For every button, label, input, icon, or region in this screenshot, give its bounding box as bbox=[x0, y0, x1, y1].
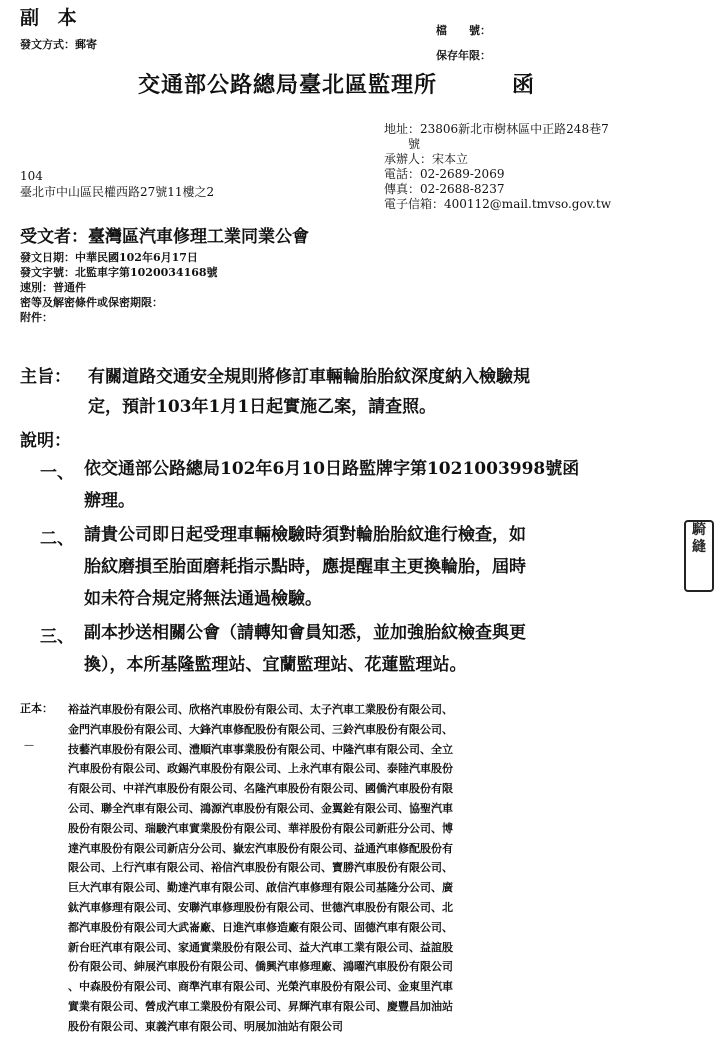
address-line-continued: 號 bbox=[384, 137, 421, 151]
item-line: 副本抄送相關公會（請轉知會員知悉，並加強胎紋檢查與更 bbox=[84, 623, 526, 643]
recipients-line: 都汽車股份有限公司大武崙廠、日進汽車修造廠有限公司、固德汽車有限公司、 bbox=[68, 920, 453, 934]
recipients-line: 裕益汽車股份有限公司、欣格汽車股份有限公司、太子汽車工業股份有限公司、 bbox=[68, 703, 453, 716]
recipient-address: 臺北市中山區民權西路27號11樓之2 bbox=[20, 185, 215, 199]
original-recipients-label: 正本： bbox=[20, 702, 53, 715]
recipient: 受文者：臺灣區汽車修理工業同業公會 bbox=[20, 227, 309, 247]
item-line: 胎紋磨損至胎面磨耗指示點時，應提醒車主更換輪胎，屆時 bbox=[84, 557, 526, 577]
copy-mark: 副 本 bbox=[20, 7, 83, 29]
issue-date: 發文日期：中華民國102年6月17日 bbox=[20, 251, 198, 264]
contact-block bbox=[384, 122, 611, 212]
recipients-line: 鈦汽車修理有限公司、安聯汽車修理股份有限公司、世德汽車股份有限公司、北 bbox=[68, 900, 453, 914]
recipients-line: 金門汽車股份有限公司、大鋒汽車修配股份有限公司、三鈴汽車股份有限公司、 bbox=[68, 722, 453, 736]
fax: 傳真：02-2688-8237 bbox=[384, 182, 505, 196]
explanation-item bbox=[84, 453, 664, 517]
send-method: 發文方式：郵寄 bbox=[20, 38, 97, 51]
recipients-line: 達汽車股份有限公司新店分公司、嶽宏汽車股份有限公司、益通汽車修配股份有 bbox=[68, 841, 453, 855]
item-line: 請貴公司即日起受理車輛檢驗時須對輪胎胎紋進行檢查，如 bbox=[84, 525, 526, 545]
subject-body bbox=[88, 362, 658, 422]
document-type: 函 bbox=[512, 72, 535, 98]
explanation-label: 說明： bbox=[20, 431, 71, 451]
recipients-line: 公司、聯全汽車有限公司、鴻源汽車股份有限公司、金翼銓有限公司、協聖汽車 bbox=[68, 801, 453, 815]
recipients-line: 、中森股份有限公司、商準汽車有限公司、光榮汽車股份有限公司、金東里汽車 bbox=[68, 980, 453, 994]
phone: 電話：02-2689-2069 bbox=[384, 167, 505, 181]
item-number: 一、 bbox=[40, 463, 74, 483]
explanation-item bbox=[84, 519, 664, 615]
seal-text: 騎縫 bbox=[692, 522, 706, 555]
file-number-label: 檔 號： bbox=[436, 24, 491, 37]
item-line: 依交通部公路總局102年6月10日路監牌字第1021003998號函 bbox=[84, 459, 580, 479]
recipients-line: 有限公司、中祥汽車股份有限公司、名隆汽車股份有限公司、國僑汽車股份有限 bbox=[68, 782, 453, 796]
subject-line: 有關道路交通安全規則將修訂車輛輪胎胎紋深度納入檢驗規 bbox=[88, 367, 530, 387]
zip-code: 104 bbox=[20, 169, 43, 183]
delivery-speed: 速別：普通件 bbox=[20, 281, 86, 294]
postal-block bbox=[20, 168, 214, 200]
recipients-line: 新台旺汽車有限公司、家通實業股份有限公司、益大汽車工業有限公司、益誼股 bbox=[68, 940, 453, 954]
recipients-line: 股份有限公司、東義汽車有限公司、明展加油站有限公司 bbox=[68, 1019, 343, 1033]
recipients-line: 份有限公司、紳展汽車股份有限公司、僑興汽車修理廠、鴻曜汽車股份有限公司 bbox=[68, 960, 453, 974]
item-number: 二、 bbox=[40, 529, 74, 549]
item-line: 辦理。 bbox=[84, 491, 135, 511]
subject-label: 主旨： bbox=[20, 367, 71, 387]
item-number: 三、 bbox=[40, 627, 74, 647]
original-recipients-list bbox=[68, 700, 648, 1037]
seam-seal-stamp bbox=[684, 520, 714, 592]
margin-dash: — bbox=[24, 740, 34, 751]
recipients-line: 汽車股份有限公司、政錫汽車股份有限公司、上永汽車有限公司、泰陸汽車股份 bbox=[68, 762, 453, 776]
explanation-item bbox=[84, 617, 664, 681]
reference-number: 發文字號：北監車字第1020034168號 bbox=[20, 266, 218, 279]
agency-title: 交通部公路總局臺北區監理所 bbox=[138, 72, 438, 98]
recipients-line: 實業有限公司、營成汽車工業股份有限公司、昇輝汽車有限公司、慶豐昌加油站 bbox=[68, 999, 453, 1013]
classification: 密等及解密條件或保密期限： bbox=[20, 296, 163, 309]
handler: 承辦人：宋本立 bbox=[384, 152, 469, 166]
recipients-line: 巨大汽車有限公司、勤達汽車有限公司、啟信汽車修理有限公司基隆分公司、廣 bbox=[68, 881, 453, 895]
recipients-line: 限公司、上行汽車有限公司、裕信汽車股份有限公司、寶勝汽車股份有限公司、 bbox=[68, 861, 453, 875]
attachment: 附件： bbox=[20, 311, 53, 324]
recipients-line: 技藝汽車股份有限公司、澧順汽車事業股份有限公司、中隆汽車有限公司、全立 bbox=[68, 742, 453, 756]
item-line: 如未符合規定將無法通過檢驗。 bbox=[84, 589, 322, 609]
address-line: 地址：23806新北市樹林區中正路248巷7 bbox=[384, 122, 609, 136]
email: 電子信箱：400112@mail.tmvso.gov.tw bbox=[384, 197, 611, 211]
item-line: 換），本所基隆監理站、宜蘭監理站、花蓮監理站。 bbox=[84, 655, 467, 675]
subject-line: 定，預計103年1月1日起實施乙案，請查照。 bbox=[88, 397, 437, 417]
recipients-line: 股份有限公司、瑞駿汽車實業股份有限公司、華祥股份有限公司新莊分公司、博 bbox=[68, 821, 453, 835]
retention-period-label: 保存年限： bbox=[436, 49, 491, 62]
meta-block bbox=[20, 250, 218, 325]
